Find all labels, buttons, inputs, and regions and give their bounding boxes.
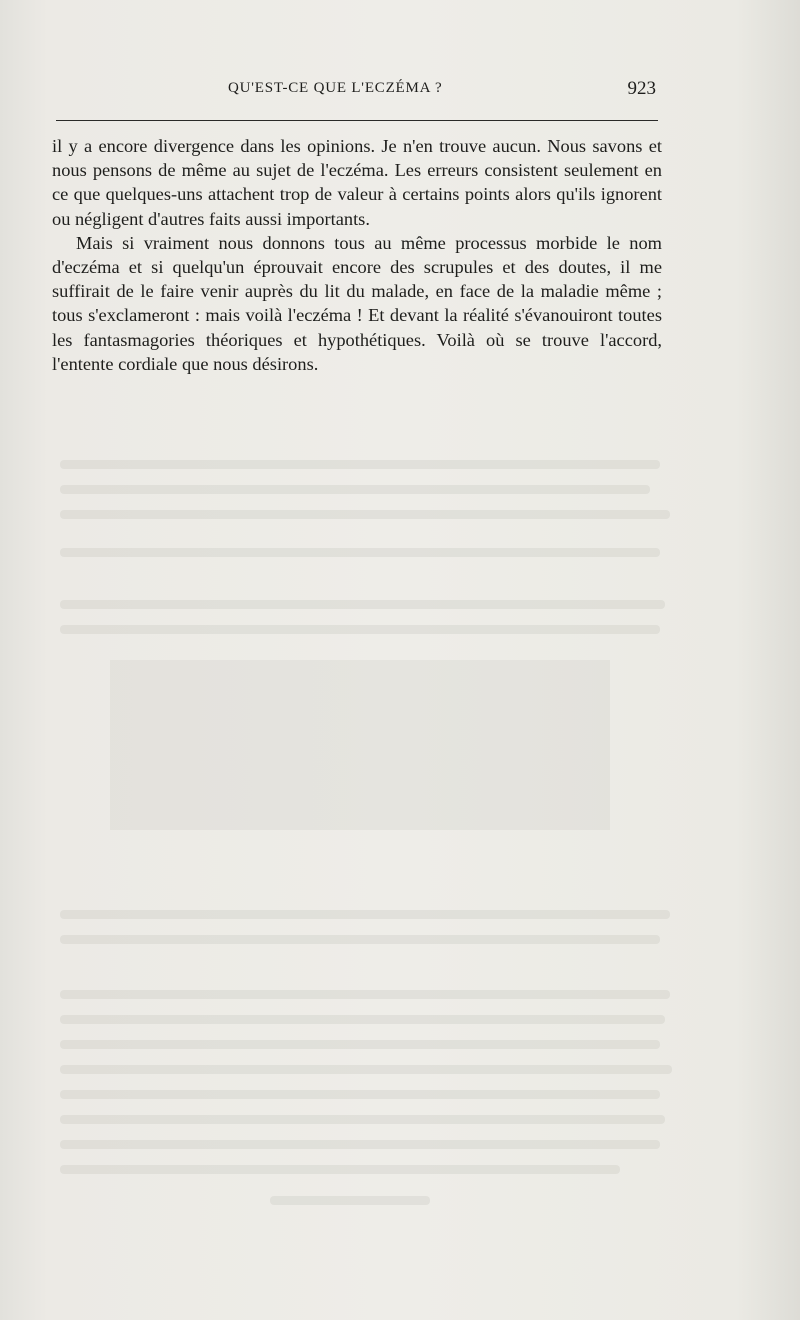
page-number: 923 bbox=[627, 78, 656, 99]
running-title: QU'EST-CE QUE L'ECZÉMA ? bbox=[228, 80, 443, 96]
page-header bbox=[52, 80, 658, 110]
header-rule bbox=[56, 120, 658, 121]
paragraph-1: il y a encore divergence dans les opinions. Je n'en trouve aucun. Nous savons et nous pensons de même au sujet de l'eczéma. Les erreurs consistent seulement en ce que quelques-uns attachent trop de valeur à certains points alors qu'ils ignorent ou négligent d'autres faits aussi importants. bbox=[52, 136, 662, 229]
body-text bbox=[52, 134, 662, 376]
paragraph-2: Mais si vraiment nous donnons tous au même processus morbide le nom d'eczéma et si quelqu'un éprouvait encore des scrupules et des doutes, il me suffirait de le faire venir auprès du lit du malade, en face de la maladie même ; tous s'exclameront : mais voilà l'eczéma ! Et devant la réalité s'évanouiront toutes les fantasmagories théoriques et hypothétiques. Voilà où se trouve l'accord, l'entente cordiale que nous désirons. bbox=[52, 232, 662, 374]
